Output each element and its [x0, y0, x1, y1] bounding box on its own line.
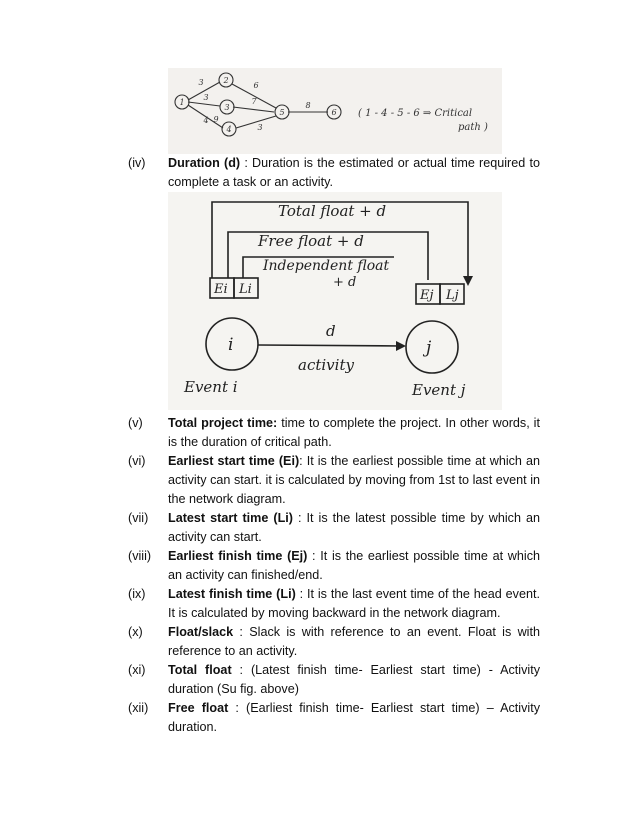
event-j-label: Event j: [412, 381, 466, 399]
edge-label-1-2: 3: [198, 78, 204, 87]
independent-float-label: Independent float: [263, 258, 390, 274]
ej-label: Ej: [420, 288, 434, 303]
item-number: (xii): [128, 701, 149, 715]
item-text: [168, 699, 540, 737]
node-2-label: 2: [223, 76, 229, 85]
item-text: [168, 623, 540, 661]
item-description: : It is the earliest possible time at which an activity can finished/end.: [168, 549, 541, 582]
item-term: Latest start time (Li): [168, 511, 293, 525]
node-4-label: 4: [226, 125, 232, 134]
edge-label-1-4b: 9: [213, 115, 219, 124]
item-term: Total float: [168, 663, 232, 677]
edge-label-4-5: 3: [257, 123, 263, 132]
event-i-label: Event i: [184, 378, 238, 396]
item-term: Free float: [168, 701, 229, 715]
ei-label: Ei: [214, 282, 228, 297]
item-description: : It is the latest possible time by which an activity can start.: [168, 511, 540, 544]
item-text: [168, 547, 540, 585]
item-text: [168, 585, 540, 623]
item-term: Earliest finish time (Ej): [168, 549, 308, 563]
activity-arrow: [258, 345, 402, 346]
node-6-label: 6: [331, 108, 337, 117]
item-number: (xi): [128, 663, 146, 677]
node-5-label: 5: [279, 108, 285, 117]
node-3-label: 3: [224, 103, 230, 112]
item-description: : Duration is the estimated or actual time required to complete a task or an activity.: [168, 156, 540, 189]
free-float-label: Free float + d: [258, 232, 364, 250]
independent-float-d-label: + d: [333, 275, 357, 290]
item-description: time to complete the project. In other words, it is the duration of critical path.: [168, 416, 540, 449]
node-1-label: 1: [179, 98, 185, 107]
network-diagram: [168, 68, 502, 154]
item-number: (iv): [128, 156, 146, 170]
item-number: (ix): [128, 587, 146, 601]
node-i-label: i: [228, 335, 234, 355]
item-term: Latest finish time (Li): [168, 587, 296, 601]
item-term: Float/slack: [168, 625, 234, 639]
edge-label-1-3: 3: [203, 93, 209, 102]
item-number: (x): [128, 625, 143, 639]
edge-label-3-5: 7: [251, 97, 257, 106]
item-text: [168, 414, 540, 452]
item-number: (v): [128, 416, 143, 430]
item-text: [168, 509, 540, 547]
item-text: [168, 452, 540, 509]
item-term: Earliest start time (Ei): [168, 454, 300, 468]
item-text: [168, 661, 540, 699]
total-float-label: Total float + d: [278, 202, 387, 220]
lj-label: Lj: [446, 288, 459, 303]
item-number: (vi): [128, 454, 146, 468]
float-diagram: [168, 192, 502, 410]
item-term: Duration (d): [168, 156, 241, 170]
duration-label: d: [326, 322, 336, 340]
edge-label-5-6: 8: [305, 101, 311, 110]
item-number: (vii): [128, 511, 149, 525]
node-j-label: j: [426, 338, 432, 358]
item-description: : Slack is with reference to an event. Float is with reference to an activity.: [168, 625, 540, 658]
critical-path-caption-line2: path ): [458, 122, 488, 133]
edge-label-2-5: 6: [253, 81, 259, 90]
item-description: : It is the last event time of the head event. It is calculated by moving backward in the network diagram.: [168, 587, 540, 620]
item-text: [168, 154, 540, 192]
edge-label-1-4: 4: [203, 116, 209, 125]
item-term: Total project time:: [168, 416, 278, 430]
item-description: : (Latest finish time- Earliest start time) - Activity duration (Su fig. above): [168, 663, 540, 696]
critical-path-caption-line1: ( 1 - 4 - 5 - 6 ⇒ Critical: [358, 108, 473, 119]
activity-label: activity: [298, 356, 354, 374]
item-description: : (Earliest finish time- Earliest start time) – Activity duration.: [168, 701, 540, 734]
item-number: (viii): [128, 549, 152, 563]
li-label: Li: [239, 282, 252, 297]
item-description: : It is the earliest possible time at which an activity can start. it is calculated by moving from 1st to last event in the network diagram.: [168, 454, 540, 506]
